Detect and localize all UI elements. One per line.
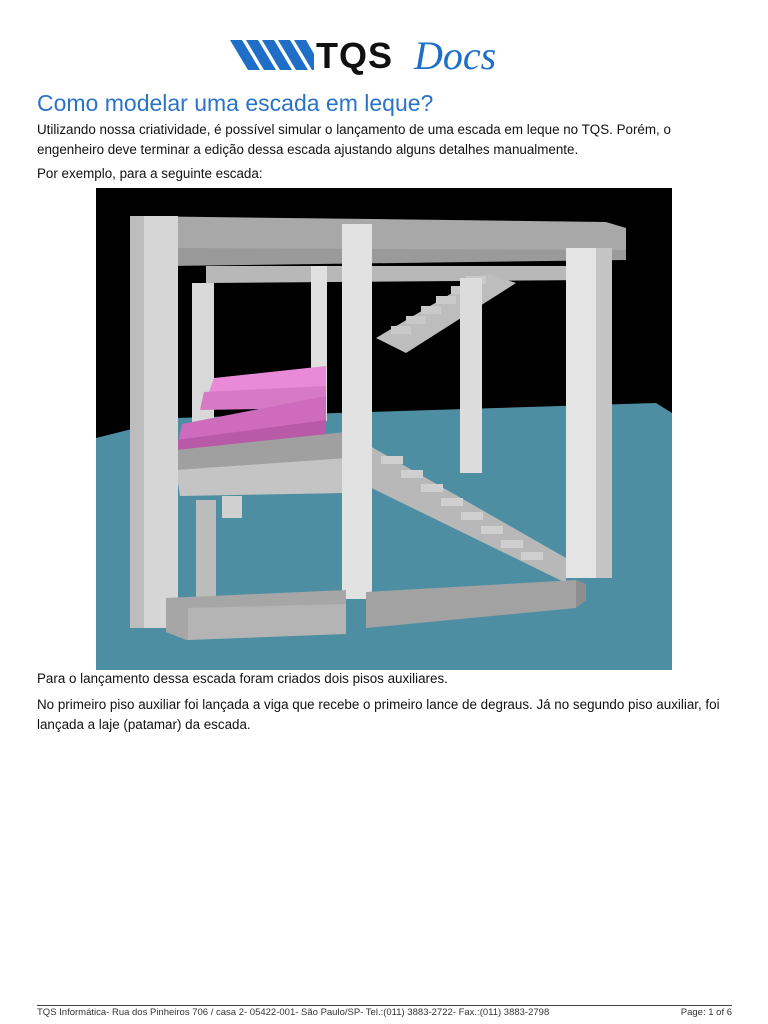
front-column-left-face xyxy=(130,216,144,628)
example-paragraph: Por exemplo, para a seguinte escada: xyxy=(37,166,263,181)
front-column-mid xyxy=(342,224,372,599)
page-number: Page: 1 of 6 xyxy=(680,1007,732,1018)
footer-address: TQS Informática- Rua dos Pinheiros 706 / casa 2- 05422-001- São Paulo/SP- Tel.:(011) 3883-2722- Fax.:(011) 3883-2798 xyxy=(37,1007,550,1018)
page-title: Como modelar uma escada em leque? xyxy=(37,90,434,116)
intro-paragraph: Utilizando nossa criatividade, é possível simular o lançamento de uma escada em leque no TQS. Porém, o engenheiro deve terminar a edição dessa escada ajustando alguns detalhes manualmente. xyxy=(37,122,671,157)
beam-slab-paragraph: No primeiro piso auxiliar foi lançada a viga que recebe o primeiro lance de degraus. Já no segundo piso auxiliar, foi lançada a laje (patamar) da escada. xyxy=(37,697,720,732)
auxiliary-floors-paragraph: Para o lançamento dessa escada foram criados dois pisos auxiliares. xyxy=(37,671,448,686)
logo-product-text: Docs xyxy=(414,33,497,78)
staircase-3d-render xyxy=(96,188,672,670)
lower-column-mid xyxy=(222,496,242,518)
lower-column-left xyxy=(196,500,216,608)
logo-brand-text: TQS xyxy=(316,35,394,76)
logo-stripes-icon xyxy=(230,40,314,70)
footer-divider xyxy=(37,1005,732,1006)
tqs-docs-logo xyxy=(230,33,550,80)
back-column-right xyxy=(460,278,482,473)
